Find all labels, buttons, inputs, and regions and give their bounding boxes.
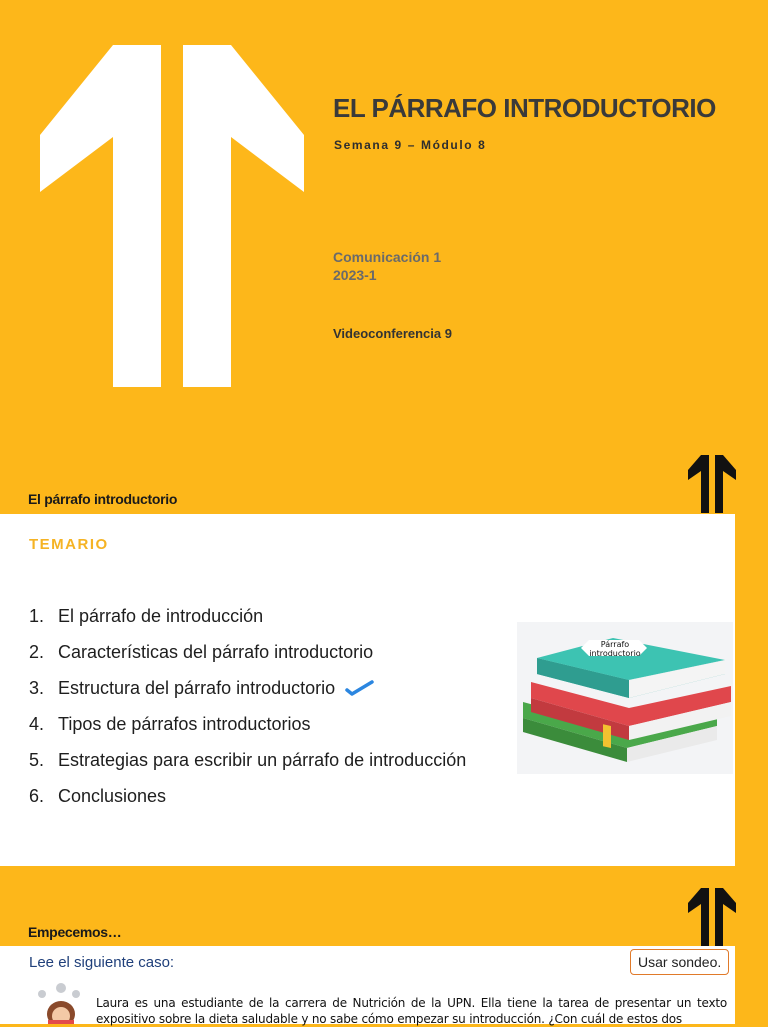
check-icon <box>345 679 375 697</box>
image-label-line2: introductorio <box>589 649 641 658</box>
upn-logo-icon <box>38 45 306 387</box>
subtitle: Semana 9 – Módulo 8 <box>334 138 487 152</box>
topic-list <box>29 598 466 814</box>
upn-logo-icon <box>688 888 736 946</box>
list-item: 4. Tipos de párrafos introductorios <box>29 713 311 734</box>
image-label-line1: Párrafo <box>600 640 630 649</box>
session-label: Videoconferencia 9 <box>333 326 452 341</box>
title-slide <box>0 0 768 440</box>
poll-button[interactable]: Usar sondeo. <box>630 949 729 975</box>
course-name: Comunicación 1 <box>333 249 442 265</box>
course-term: 2023-1 <box>333 267 377 283</box>
list-item: 2. Características del párrafo introductorio <box>29 641 374 662</box>
case-paragraph: Laura es una estudiante de la carrera de Nutrición de la UPN. Ella tiene la tarea de presentar un texto expositivo sobre la dieta saludable y no sabe cómo empezar su introducción. ¿Con cuál de estos dos <box>96 996 727 1026</box>
section-title: TEMARIO <box>29 536 109 553</box>
slide-header: Empecemos… <box>28 924 122 940</box>
upn-logo-icon <box>688 455 736 513</box>
list-item: 6. Conclusiones <box>29 785 167 806</box>
course-info <box>333 248 441 284</box>
instruction-text: Lee el siguiente caso: <box>29 954 175 971</box>
list-item: 3. Estructura del párrafo introductorio <box>29 670 466 706</box>
list-item: 5. Estrategias para escribir un párrafo de introducción <box>29 749 467 770</box>
slide-header: El párrafo introductorio <box>28 491 178 507</box>
books-illustration <box>517 622 733 774</box>
avatar-icon <box>34 982 88 1024</box>
page-title: EL PÁRRAFO INTRODUCTORIO <box>333 93 716 123</box>
list-item: 1. El párrafo de introducción <box>29 605 264 626</box>
